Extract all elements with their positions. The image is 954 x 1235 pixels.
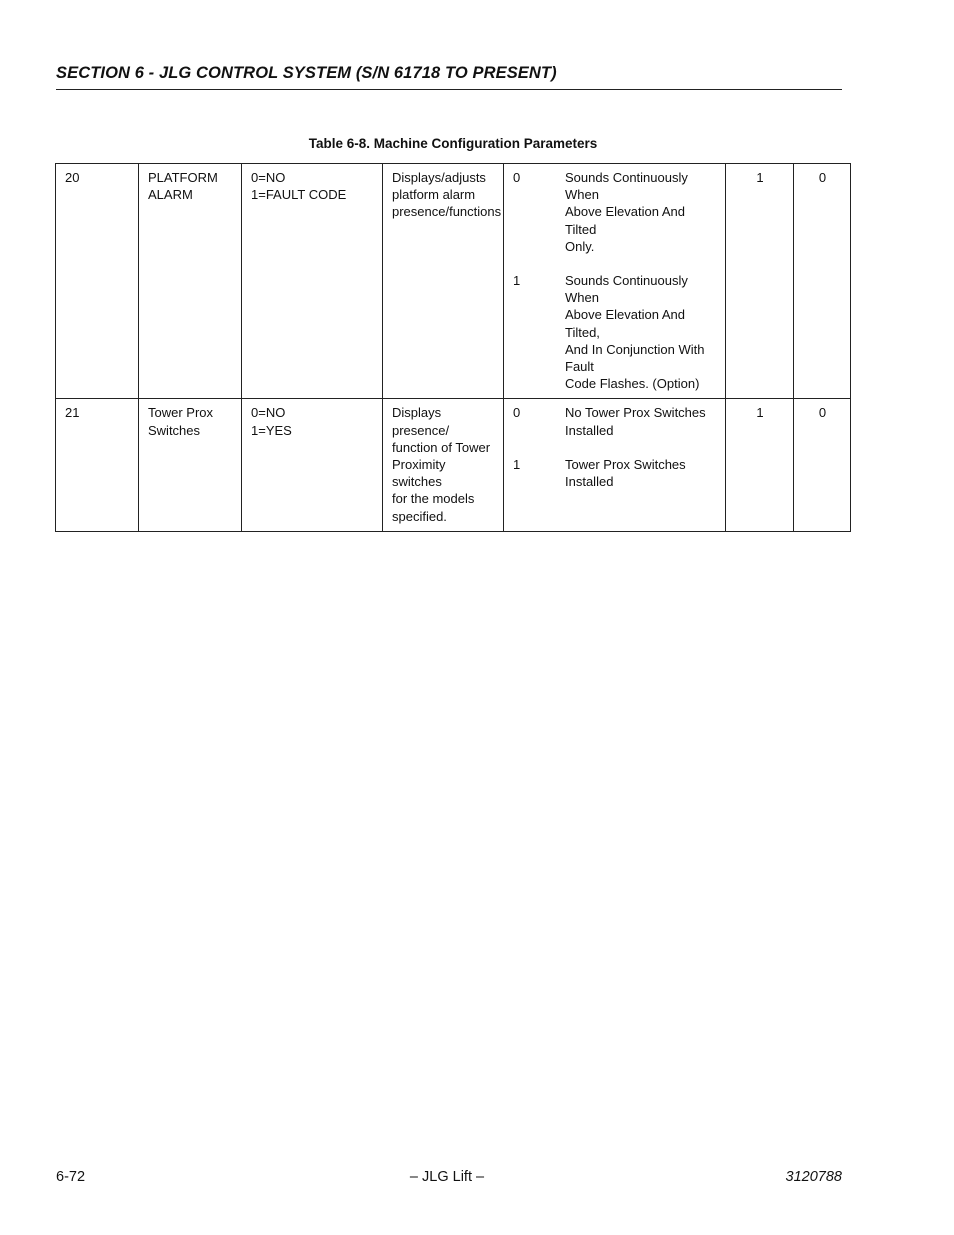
- option-entry: [513, 456, 717, 490]
- parameter-value-line: 1=YES: [251, 422, 292, 438]
- description-line: function of Tower: [392, 439, 491, 455]
- option-text-line: Installed: [565, 474, 614, 490]
- parameter-value-line: 0=NO: [251, 170, 286, 185]
- parameter-description: [383, 399, 504, 531]
- header-divider: [56, 89, 842, 90]
- option-text-line: Tower Prox Switches: [565, 456, 686, 472]
- parameter-options: [504, 164, 726, 399]
- option-entry: [513, 272, 717, 392]
- parameter-name-line: Tower Prox: [148, 405, 214, 421]
- machine-configuration-table: [55, 163, 851, 532]
- current-value: 0: [794, 399, 851, 531]
- current-value: 0: [794, 164, 851, 399]
- option-text-line: Installed: [565, 422, 614, 438]
- parameter-name: [139, 164, 242, 399]
- option-text: [565, 456, 717, 490]
- option-text: [565, 272, 717, 392]
- default-value: 1: [726, 164, 794, 399]
- default-value: 1: [726, 399, 794, 531]
- option-text-line: Above Elevation And Tilted: [565, 204, 685, 237]
- parameter-description: [383, 164, 504, 399]
- option-value: 1: [513, 456, 521, 472]
- description-line: Displays presence/: [392, 405, 450, 438]
- parameter-values: [242, 399, 383, 531]
- description-line: Proximity switches: [392, 457, 446, 490]
- description-line: Displays/adjusts: [392, 170, 486, 185]
- parameter-value-line: 1=FAULT CODE: [251, 187, 347, 203]
- parameter-name: [139, 399, 242, 531]
- option-text-line: And In Conjunction With Fault: [565, 341, 705, 375]
- table-row: [56, 399, 851, 531]
- option-text-line: Code Flashes. (Option): [565, 376, 700, 392]
- option-value: 0: [513, 405, 521, 421]
- page-number: 6-72: [56, 1169, 86, 1185]
- footer-brand: – JLG Lift –: [409, 1169, 485, 1185]
- parameter-name-line: Switches: [148, 422, 201, 438]
- option-text: [565, 169, 717, 255]
- parameter-values: [242, 164, 383, 399]
- parameter-number: 20: [56, 164, 139, 399]
- option-value: 1: [513, 273, 521, 289]
- option-text-line: Only.: [565, 238, 595, 254]
- parameter-name-line: PLATFORM: [148, 170, 218, 185]
- description-line: for the models: [392, 491, 475, 507]
- parameter-value-line: 0=NO: [251, 405, 286, 421]
- option-text-line: Sounds Continuously When: [565, 273, 688, 306]
- description-line: specified.: [392, 508, 447, 524]
- parameter-name-line: ALARM: [148, 187, 193, 203]
- section-title: SECTION 6 - JLG CONTROL SYSTEM (S/N 61718 TO PRESENT): [56, 64, 557, 82]
- document-number: 3120788: [785, 1169, 842, 1185]
- table-title: Table 6-8. Machine Configuration Parameters: [308, 136, 598, 151]
- option-entry: [513, 169, 717, 255]
- option-text-line: No Tower Prox Switches: [565, 405, 706, 421]
- option-text-line: Sounds Continuously When: [565, 170, 688, 203]
- description-line: presence/functions: [392, 204, 502, 220]
- option-value: 0: [513, 170, 521, 185]
- description-line: platform alarm: [392, 187, 476, 203]
- parameter-number: 21: [56, 399, 139, 531]
- option-text: [565, 404, 717, 438]
- parameter-options: [504, 399, 726, 531]
- table-row: [56, 164, 851, 399]
- option-entry: [513, 404, 717, 438]
- option-text-line: Above Elevation And Tilted,: [565, 307, 685, 340]
